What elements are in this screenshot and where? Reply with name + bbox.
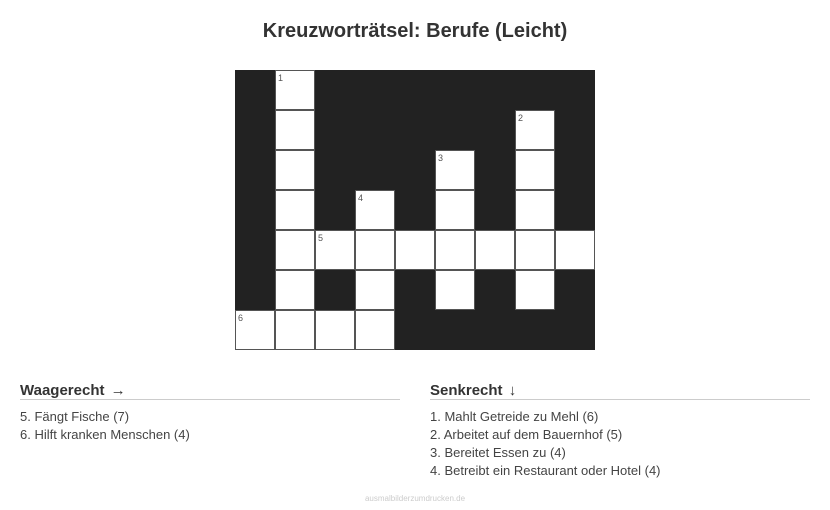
clue-number: 4 [358,193,364,203]
clue-number: 5 [318,233,324,243]
crossword-cell[interactable] [275,310,315,350]
crossword-cell[interactable] [355,310,395,350]
crossword-cell[interactable] [235,310,275,350]
crossword-cell[interactable] [515,110,555,150]
crossword-cell[interactable] [395,230,435,270]
crossword-cell[interactable] [435,150,475,190]
arrow-down-icon: ↓ [508,382,517,399]
down-clue: 4. Betreibt ein Restaurant oder Hotel (4) [430,463,661,478]
page-title: Kreuzworträtsel: Berufe (Leicht) [262,20,568,42]
crossword-cell[interactable] [275,270,315,310]
crossword-cell[interactable] [435,190,475,230]
crossword-cell[interactable] [475,230,515,270]
crossword-cell[interactable] [515,230,555,270]
crossword-grid [235,70,595,350]
clue-number: 3 [438,153,444,163]
crossword-cell[interactable] [355,190,395,230]
clue-number: 2 [518,113,524,123]
crossword-cell[interactable] [435,270,475,310]
down-heading [430,382,810,400]
footer-credit: ausmalbilderzumdrucken.de [364,494,466,503]
down-clue: 2. Arbeitet auf dem Bauernhof (5) [430,427,623,442]
crossword-cell[interactable] [275,230,315,270]
across-clue: 6. Hilft kranken Menschen (4) [20,427,190,442]
clue-number: 1 [278,73,284,83]
across-clue: 5. Fängt Fische (7) [20,409,130,424]
down-clue: 3. Bereitet Essen zu (4) [430,445,566,460]
crossword-cell[interactable] [355,230,395,270]
crossword-cell[interactable] [275,110,315,150]
across-clues [20,382,400,444]
down-clue: 1. Mahlt Getreide zu Mehl (6) [430,409,599,424]
crossword-cell[interactable] [555,230,595,270]
crossword-cell[interactable] [355,270,395,310]
crossword-cell[interactable] [275,190,315,230]
crossword-cell[interactable] [515,190,555,230]
across-heading-label: Waagerecht [20,382,105,399]
down-clues [430,382,810,480]
crossword-cell[interactable] [315,230,355,270]
crossword-cell[interactable] [435,230,475,270]
crossword-cell[interactable] [275,70,315,110]
arrow-right-icon: → [110,382,126,399]
across-heading [20,382,400,400]
crossword-cell[interactable] [515,150,555,190]
down-heading-label: Senkrecht [430,382,503,399]
clue-number: 6 [238,313,244,323]
crossword-cell[interactable] [275,150,315,190]
crossword-cell[interactable] [515,270,555,310]
crossword-cell[interactable] [315,310,355,350]
